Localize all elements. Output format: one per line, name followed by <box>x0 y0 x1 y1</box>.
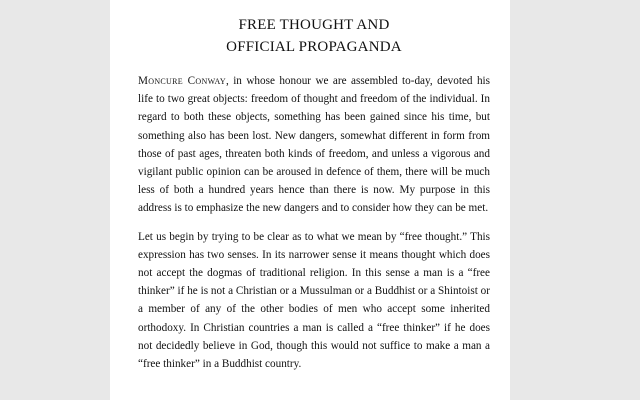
paragraph-1 <box>138 72 490 218</box>
title-line-1: FREE THOUGHT AND <box>238 17 390 33</box>
paragraph-1-text: , in whose honour we are assembled to-day, devoted his life to two great objects: freedom of thought and freedom of the individual. In regard to both these objects, something has been gained since his time, but something also has been lost. New dangers, somewhat different in form from those of past ages, threaten both kinds of freedom, and unless a vigorous and vigilant public opinion can be aroused in defence of them, there will be much less of both a hundred years hence than there is now. My purpose in this address is to emphasize the new dangers and to consider how they can be met. <box>138 75 490 215</box>
author-name: Moncure Conway <box>138 75 226 87</box>
document-page <box>110 0 510 400</box>
paragraph-2: Let us begin by trying to be clear as to what we mean by “free thought.” This expression has two senses. In its narrower sense it means thought which does not accept the dogmas of traditional religion. In this sense a man is a “free thinker” if he is not a Christian or a Mussulman or a Buddhist or a Shintoist or a member of any of the other bodies of men who accept some inherited orthodoxy. In Christian countries a man is called a “free thinker” if he does not decidedly believe in God, though this would not suffice to make a man a “free thinker” in a Buddhist country. <box>138 230 490 371</box>
document-title <box>138 14 490 58</box>
title-line-2: OFFICIAL PROPAGANDA <box>226 39 402 55</box>
